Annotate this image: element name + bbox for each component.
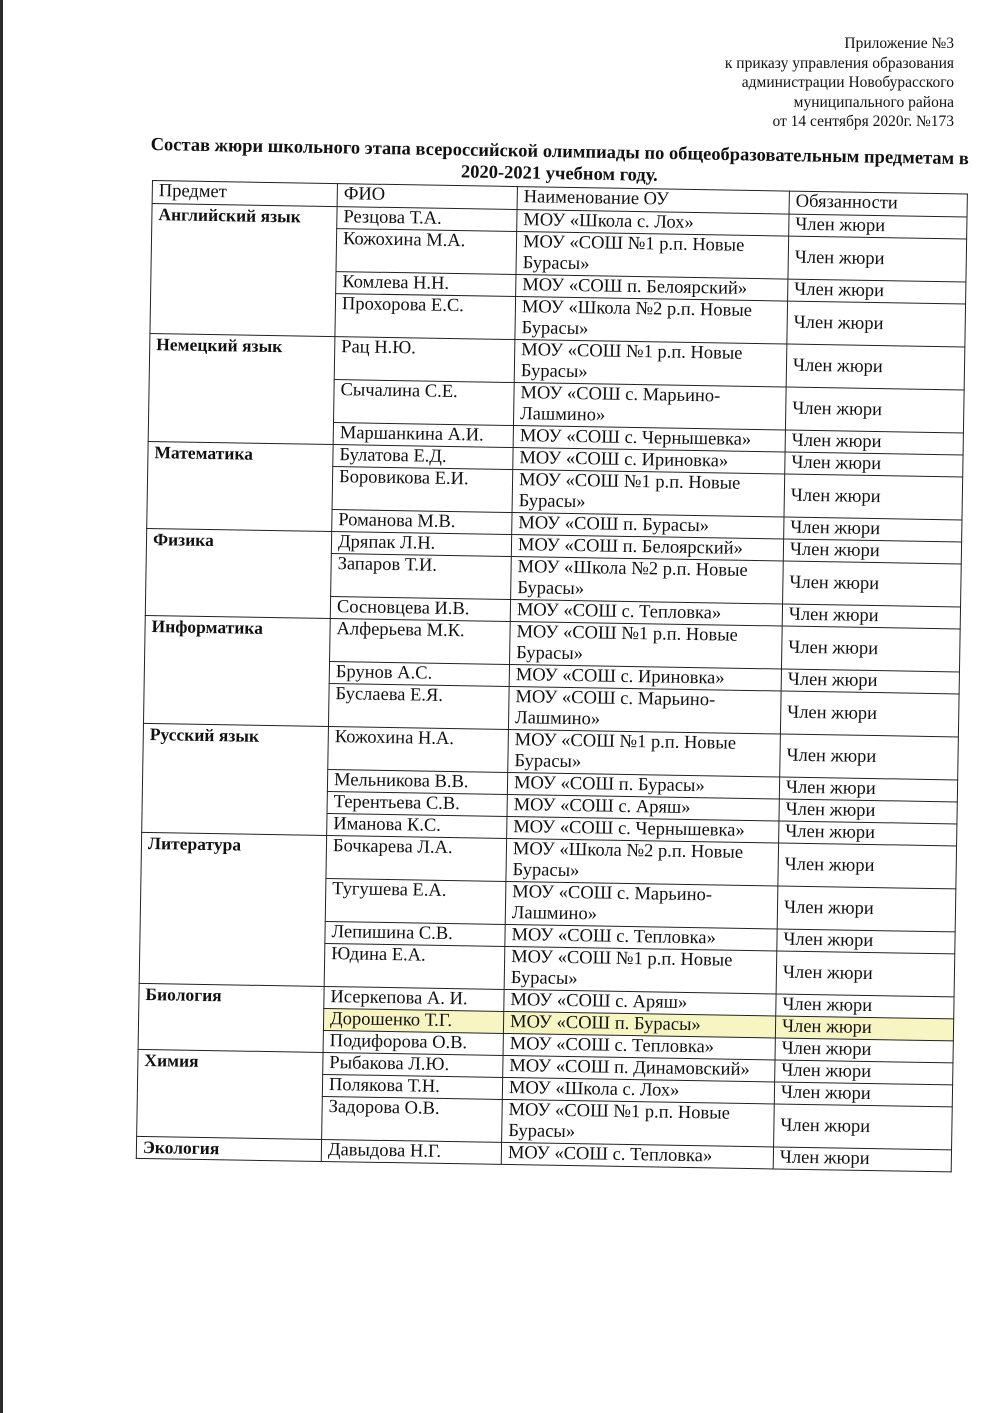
- org-cell: МОУ «Школа с. Лох»: [517, 210, 789, 237]
- fio-cell: Романова М.В.: [332, 510, 512, 535]
- org-cell: МОУ «СОШ п. Белоярский»: [516, 275, 788, 302]
- org-cell: МОУ «СОШ с. Тепловка»: [501, 1142, 773, 1169]
- duty-cell: Член жюри: [774, 1104, 953, 1150]
- duty-cell: Член жюри: [784, 474, 963, 520]
- fio-cell: Полякова Т.Н.: [322, 1074, 502, 1099]
- header-line: Приложение №3: [844, 35, 954, 52]
- org-cell: МОУ «СОШ п. Белоярский»: [511, 535, 783, 562]
- fio-cell: Исеркепова А. И.: [324, 986, 504, 1011]
- org-cell: МОУ «СОШ №1 р.п. Новые Бурасы»: [512, 470, 785, 518]
- column-header-org: Наименование ОУ: [517, 187, 789, 215]
- fio-cell: Запаров Т.И.: [331, 554, 512, 600]
- org-cell: МОУ «Школа №2 р.п. Новые Бурасы»: [515, 297, 788, 345]
- fio-cell: Маршанкина А.И.: [333, 423, 513, 448]
- org-cell: МОУ «СОШ с. Ириновка»: [513, 448, 785, 475]
- jury-table-wrapper: [136, 180, 967, 1172]
- column-header-duty: Обязанности: [789, 191, 967, 217]
- duty-cell: Член жюри: [779, 777, 957, 802]
- fio-cell: Резцова Т.А.: [337, 207, 517, 232]
- org-cell: МОУ «СОШ с. Марьино-Лашмино»: [508, 686, 781, 734]
- subject-cell: Литература: [139, 832, 326, 986]
- org-cell: МОУ «Школа с. Лох»: [502, 1077, 774, 1104]
- org-cell: МОУ «СОШ с. Чернышевка»: [513, 426, 785, 453]
- duty-cell: Член жюри: [775, 1016, 953, 1041]
- header-line: к приказу управления образования: [724, 54, 954, 72]
- duty-cell: Член жюри: [776, 951, 955, 997]
- org-cell: МОУ «Школа №2 р.п. Новые Бурасы»: [511, 557, 784, 605]
- duty-cell: Член жюри: [788, 279, 966, 304]
- org-cell: МОУ «СОШ с. Аряш»: [504, 989, 776, 1016]
- subject-cell: Информатика: [143, 615, 330, 726]
- duty-cell: Член жюри: [780, 734, 959, 780]
- column-header-fio: ФИО: [337, 184, 517, 210]
- duty-cell: Член жюри: [784, 517, 962, 542]
- duty-cell: Член жюри: [787, 301, 966, 347]
- fio-cell: Буслаева Е.Я.: [328, 684, 509, 730]
- scan-edge-shadow: [0, 0, 3, 1413]
- fio-cell: Кожохина М.А.: [336, 229, 517, 275]
- fio-cell: Комлева Н.Н.: [336, 272, 516, 297]
- org-cell: МОУ «СОШ с. Тепловка»: [503, 1033, 775, 1060]
- duty-cell: Член жюри: [777, 886, 956, 932]
- table-body: [136, 204, 967, 1172]
- fio-cell: Терентьева С.В.: [327, 791, 507, 816]
- header-line: администрации Новобурасского: [741, 74, 954, 91]
- fio-cell: Алферьева М.К.: [330, 619, 511, 665]
- duty-cell: Член жюри: [779, 799, 957, 824]
- subject-cell: Экология: [136, 1136, 321, 1161]
- subject-cell: Русский язык: [142, 723, 329, 835]
- jury-table: [136, 180, 968, 1172]
- org-cell: МОУ «СОШ №1 р.п. Новые Бурасы»: [510, 622, 783, 670]
- fio-cell: Мельникова В.В.: [327, 769, 507, 794]
- org-cell: МОУ «СОШ с. Марьино-Лашмино»: [505, 881, 778, 929]
- fio-cell: Сычалина С.Е.: [334, 380, 515, 426]
- org-cell: МОУ «СОШ п. Бурасы»: [507, 772, 779, 799]
- duty-cell: Член жюри: [788, 236, 967, 282]
- fio-cell: Задорова О.В.: [322, 1096, 503, 1142]
- subject-cell: Биология: [138, 983, 324, 1052]
- org-cell: МОУ «СОШ с. Чернышевка»: [507, 816, 779, 843]
- appendix-header: [624, 34, 954, 132]
- fio-cell: Боровикова Е.И.: [332, 467, 513, 513]
- column-header-subject: Предмет: [152, 181, 337, 207]
- fio-cell: Бочкарева Л.А.: [326, 835, 507, 881]
- duty-cell: Член жюри: [786, 344, 965, 390]
- fio-cell: Булатова Е.Д.: [333, 445, 513, 470]
- fio-cell: Рыбакова Л.Ю.: [323, 1052, 503, 1077]
- org-cell: МОУ «Школа №2 р.п. Новые Бурасы»: [506, 838, 779, 886]
- subject-cell: Немецкий язык: [148, 333, 335, 444]
- duty-cell: Член жюри: [773, 1147, 951, 1172]
- duty-cell: Член жюри: [777, 929, 955, 954]
- duty-cell: Член жюри: [775, 1038, 953, 1063]
- fio-cell: Сосновцева И.В.: [330, 597, 510, 622]
- fio-cell: Рац Н.Ю.: [334, 337, 515, 383]
- duty-cell: Член жюри: [780, 691, 959, 737]
- duty-cell: Член жюри: [783, 561, 962, 607]
- fio-cell: Брунов А.С.: [329, 662, 509, 687]
- duty-cell: Член жюри: [785, 387, 964, 433]
- org-cell: МОУ «СОШ с. Марьино-Лашмино»: [513, 383, 786, 431]
- duty-cell: Член жюри: [781, 626, 960, 672]
- org-cell: МОУ «СОШ п. Динамовский»: [503, 1055, 775, 1082]
- subject-cell: Химия: [137, 1049, 323, 1139]
- duty-cell: Член жюри: [781, 669, 959, 694]
- org-cell: МОУ «СОШ с. Тепловка»: [505, 924, 777, 951]
- fio-cell: Дряпак Л.Н.: [331, 532, 511, 557]
- fio-cell: Иманова К.С.: [327, 813, 507, 838]
- subject-cell: Физика: [145, 528, 331, 618]
- duty-cell: Член жюри: [785, 430, 963, 455]
- duty-cell: Член жюри: [785, 452, 963, 477]
- org-cell: МОУ «СОШ №1 р.п. Новые Бурасы»: [516, 232, 789, 280]
- org-cell: МОУ «СОШ п. Бурасы»: [503, 1011, 775, 1038]
- duty-cell: Член жюри: [778, 843, 957, 889]
- header-line: муниципального района: [793, 93, 954, 111]
- header-line: от 14 сентября 2020г. №173: [772, 113, 954, 130]
- duty-cell: Член жюри: [776, 994, 954, 1019]
- duty-cell: Член жюри: [789, 214, 967, 239]
- org-cell: МОУ «СОШ п. Бурасы»: [512, 513, 784, 540]
- duty-cell: Член жюри: [774, 1082, 952, 1107]
- org-cell: МОУ «СОШ №1 р.п. Новые Бурасы»: [502, 1099, 775, 1147]
- document-title: Состав жюри школьного этапа всероссийской олимпиады по общеобразовательным предметам в 2020-2021 учебном году.: [150, 135, 969, 186]
- org-cell: МОУ «СОШ с. Ириновка»: [509, 664, 781, 691]
- duty-cell: Член жюри: [775, 1060, 953, 1085]
- fio-cell: Дорошенко Т.Г.: [323, 1008, 503, 1033]
- duty-cell: Член жюри: [779, 821, 957, 846]
- fio-cell: Кожохина Н.А.: [328, 727, 509, 773]
- fio-cell: Давыдова Н.Г.: [321, 1139, 501, 1164]
- org-cell: МОУ «СОШ с. Аряш»: [507, 794, 779, 821]
- subject-cell: Английский язык: [150, 204, 337, 337]
- duty-cell: Член жюри: [782, 604, 960, 629]
- fio-cell: Юдина Е.А.: [324, 943, 505, 989]
- fio-cell: Тугушева Е.А.: [325, 878, 506, 924]
- fio-cell: Лепишина С.В.: [325, 921, 505, 946]
- org-cell: МОУ «СОШ №1 р.п. Новые Бурасы»: [508, 729, 781, 777]
- duty-cell: Член жюри: [783, 539, 961, 564]
- org-cell: МОУ «СОШ №1 р.п. Новые Бурасы»: [504, 946, 777, 994]
- org-cell: МОУ «СОШ №1 р.п. Новые Бурасы»: [514, 340, 787, 388]
- subject-cell: Математика: [147, 441, 333, 531]
- fio-cell: Прохорова Е.С.: [335, 294, 516, 340]
- fio-cell: Подифорова О.В.: [323, 1030, 503, 1055]
- org-cell: МОУ «СОШ с. Тепловка»: [510, 600, 782, 627]
